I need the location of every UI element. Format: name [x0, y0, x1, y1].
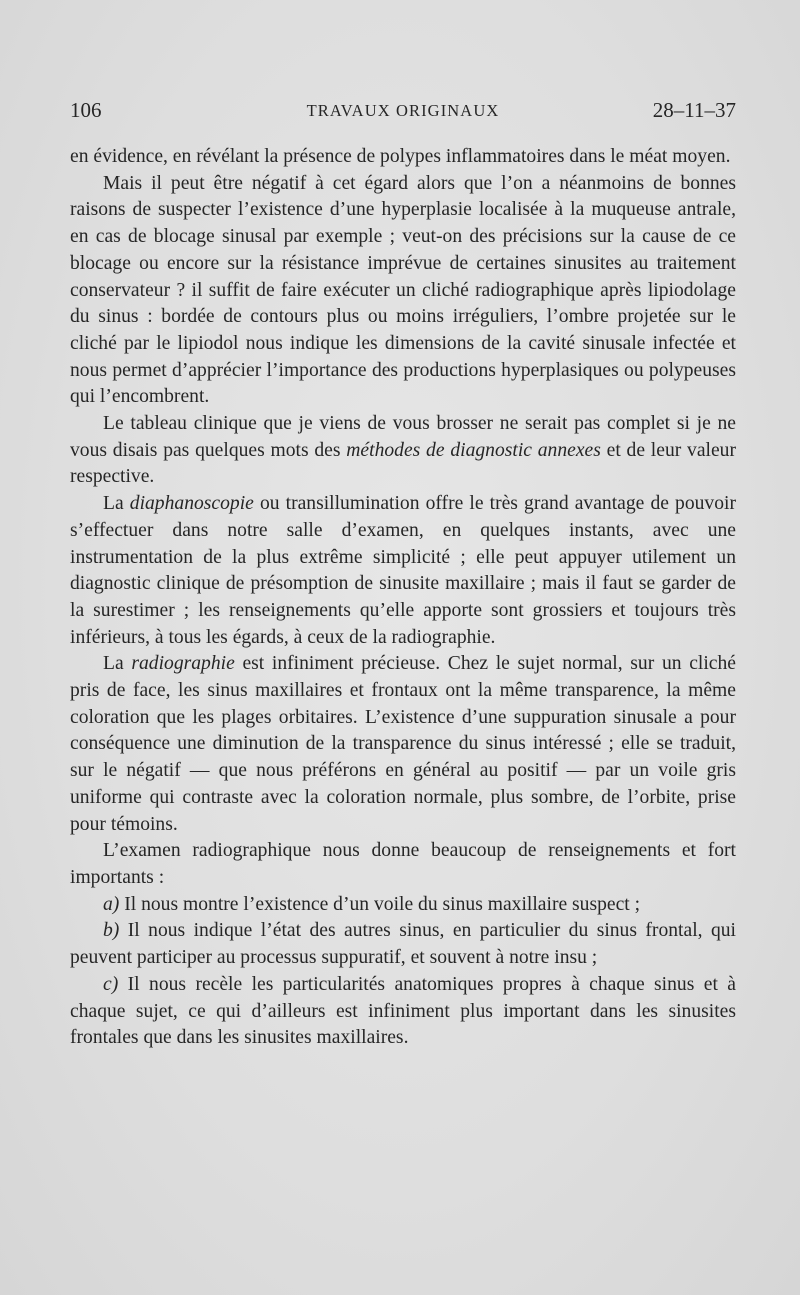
- text-run: La: [103, 493, 130, 515]
- list-item-text: Il nous montre l’existence d’un voile du sinus maxillaire suspect ;: [119, 893, 641, 915]
- text-run: et de leur valeur respective.: [70, 439, 736, 488]
- header-date: 28–11–37: [652, 98, 736, 122]
- list-item-text: Il nous recèle les particularités anatomiques propres à chaque sinus et à chaque sujet, ce qui d’ailleurs est infiniment plus important dans les sinusites frontales que dans les sinusites maxillaires.: [70, 973, 736, 1049]
- list-marker: a): [103, 893, 120, 915]
- list-item-b: [70, 918, 736, 971]
- list-marker: b): [103, 920, 120, 942]
- list-item-text: Il nous indique l’état des autres sinus, en particulier du sinus frontal, qui peuvent participer au processus suppuratif, et souvent à notre insu ;: [70, 920, 736, 969]
- text-run: ou transillumination offre le très grand avantage de pouvoir s’effectuer dans notre salle d’examen, en quelques instants, avec une instrumentation de la plus extrême simplicité ; elle peut appuyer utilement un diagnostic clinique de présomption de sinusite maxillaire ; mais il faut se garder de la surestimer ; les renseignements qu’elle apporte sont grossiers et toujours très inférieurs, à tous les égards, à ceux de la radiographie.: [70, 493, 736, 648]
- list-item-a: [70, 892, 736, 919]
- text-run: La: [103, 653, 132, 675]
- list-marker: c): [103, 973, 119, 995]
- italic-term-methodes: méthodes de diagnostic annexes: [346, 439, 601, 461]
- italic-term-radiographie: radiographie: [131, 653, 235, 675]
- paragraph-continuation: en évidence, en révélant la présence de polypes inflammatoires dans le méat moyen.: [70, 146, 731, 167]
- body-text: [70, 144, 736, 1052]
- paragraph-diagnostic-methods: [70, 411, 736, 491]
- text-run: Le tableau clinique que je viens de vous brosser ne serait pas complet si je ne vous disais pas quelques mots des: [70, 413, 736, 461]
- paragraph-examen: L’examen radiographique nous donne beaucoup de renseignements et fort importants :: [70, 840, 736, 888]
- running-head: [70, 98, 736, 128]
- running-title: TRAVAUX ORIGINAUX: [306, 101, 500, 120]
- paragraph-diaphanoscopie: [70, 491, 736, 651]
- paragraph-lipiodol: Mais il peut être négatif à cet égard alors que l’on a néanmoins de bonnes raisons de suspecter l’existence d’une hyperplasie localisée à la muqueuse antrale, en cas de blocage sinusal par exemple ; veut-on des précisions sur la cause de ce blocage ou encore sur la résistance imprévue de certaines sinusites au traitement conservateur ? il suffit de faire exécuter un cliché radiographique après lipiodolage du sinus : bordée de contours plus ou moins irréguliers, l’ombre projetée sur le cliché par le lipiodol nous indique les dimensions de la cavité sinusale infectée et nous permet d’apprécier l’importance des productions hyperplasiques ou polypeuses qui l’encombrent.: [70, 172, 736, 408]
- paragraph-radiographie: [70, 651, 736, 838]
- text-run: est infiniment précieuse. Chez le sujet normal, sur un cliché pris de face, les sinus maxillaires et frontaux ont la même transparence, la même coloration que les plages orbitaires. L’existence d’une suppuration sinusale a pour conséquence une diminution de la transparence du sinus intéressé ; elle se traduit, sur le négatif — que nous préférons en général au positif — par un voile gris uniforme qui contraste avec la coloration normale, plus sombre, de l’orbite, prise pour témoins.: [70, 653, 736, 835]
- list-item-c: [70, 972, 736, 1052]
- italic-term-diaphanoscopie: diaphanoscopie: [129, 493, 254, 515]
- page-number: 106: [70, 98, 102, 122]
